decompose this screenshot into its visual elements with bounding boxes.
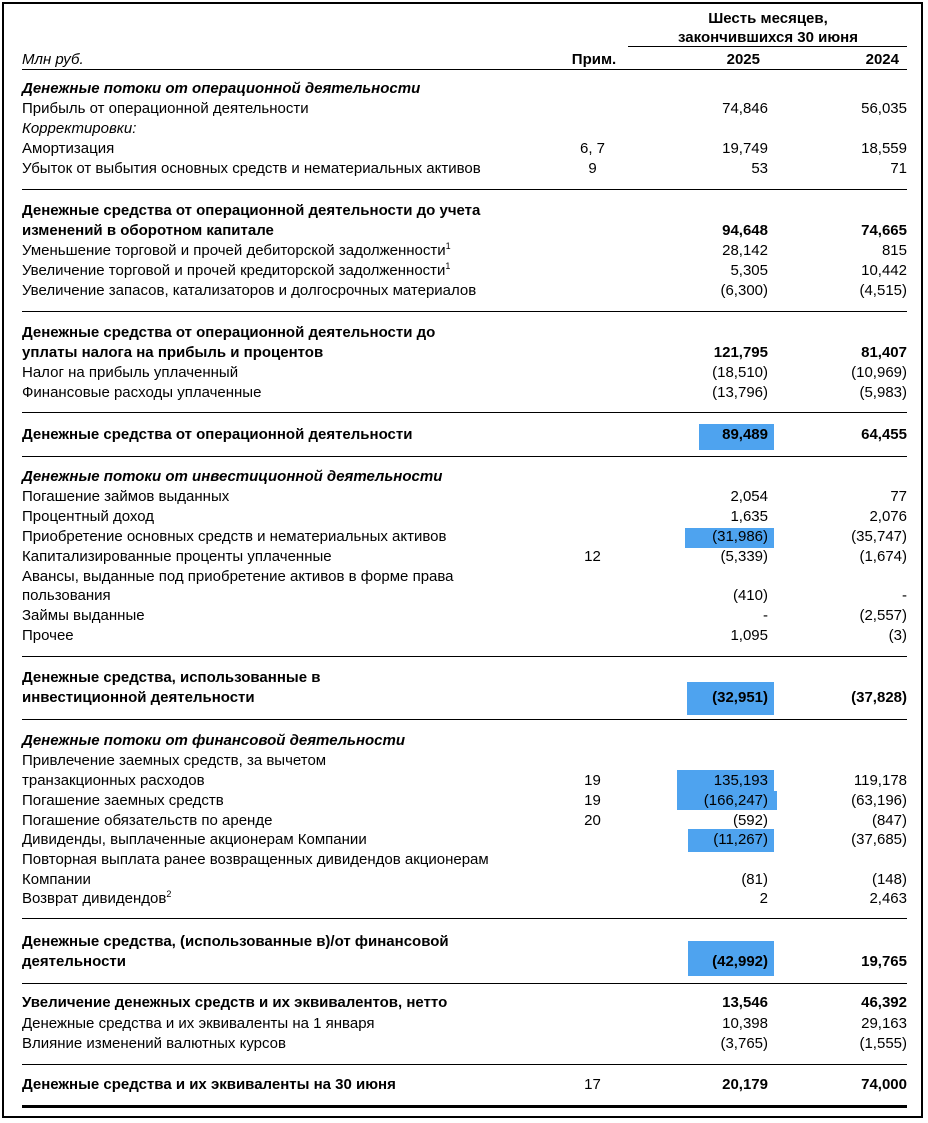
value-2024: 77 bbox=[890, 488, 907, 505]
footnote-marker: 2 bbox=[166, 889, 172, 899]
value-2024: 29,163 bbox=[861, 1015, 907, 1032]
row-label bbox=[22, 221, 274, 241]
row-label-text: Увеличение запасов, катализаторов и долгосрочных материалов bbox=[22, 282, 477, 299]
table-row bbox=[22, 567, 908, 587]
value-2024: 71 bbox=[890, 160, 907, 177]
section-separator bbox=[22, 311, 907, 312]
value-2025: (410) bbox=[732, 587, 768, 604]
row-label bbox=[22, 811, 272, 831]
value-2025: (6,300) bbox=[720, 282, 768, 299]
row-note-ref: 17 bbox=[584, 1076, 601, 1093]
table-row bbox=[22, 626, 908, 646]
value-2024: (37,828) bbox=[851, 689, 907, 706]
value-2025: 20,179 bbox=[722, 1076, 768, 1093]
section-separator bbox=[22, 1064, 907, 1065]
value-2025: (42,992) bbox=[712, 953, 768, 970]
row-label-text: Денежные потоки от инвестиционной деятельности bbox=[22, 468, 443, 485]
row-label-text: Увеличение торговой и прочей кредиторской задолженности bbox=[22, 262, 446, 279]
table-row bbox=[22, 201, 908, 221]
value-2024: (1,555) bbox=[859, 1035, 907, 1052]
row-label-text: Займы выданные bbox=[22, 607, 145, 624]
row-note-ref: 12 bbox=[584, 548, 601, 565]
value-2025: 10,398 bbox=[722, 1015, 768, 1032]
row-label-text: пользования bbox=[22, 587, 111, 604]
year-current-header: 2025 bbox=[726, 51, 760, 68]
row-label bbox=[22, 751, 326, 771]
row-label-text: Корректировки: bbox=[22, 120, 137, 137]
row-label bbox=[22, 139, 114, 159]
row-label bbox=[22, 889, 171, 909]
value-2024: 18,559 bbox=[861, 140, 907, 157]
row-label bbox=[22, 487, 229, 507]
value-2025: 2 bbox=[759, 890, 768, 907]
row-label bbox=[22, 606, 145, 626]
value-2025: (3,765) bbox=[720, 1035, 768, 1052]
row-label-text: Амортизация bbox=[22, 140, 115, 157]
section-separator bbox=[22, 412, 907, 413]
table-row bbox=[22, 830, 908, 850]
row-label-text: Возврат дивидендов bbox=[22, 890, 167, 907]
header-rule bbox=[22, 69, 907, 70]
row-label-text: Погашение займов выданных bbox=[22, 488, 230, 505]
table-row bbox=[22, 221, 908, 241]
value-2025: 89,489 bbox=[722, 426, 768, 443]
table-row bbox=[22, 425, 908, 445]
table-row bbox=[22, 363, 908, 383]
row-label bbox=[22, 323, 435, 343]
row-label bbox=[22, 932, 449, 952]
table-row bbox=[22, 1034, 908, 1054]
table-row bbox=[22, 606, 908, 626]
table-row bbox=[22, 1014, 908, 1034]
row-label bbox=[22, 870, 91, 890]
value-2024: (3) bbox=[888, 627, 907, 644]
value-2024: (148) bbox=[871, 871, 907, 888]
value-2024: 81,407 bbox=[861, 344, 907, 361]
row-label-text: Денежные средства, использованные в bbox=[22, 669, 321, 686]
value-2025: 135,193 bbox=[713, 772, 768, 789]
period-heading-line1: Шесть месяцев, bbox=[708, 10, 828, 27]
row-label-text: транзакционных расходов bbox=[22, 772, 205, 789]
table-row bbox=[22, 281, 908, 301]
value-2024: 2,463 bbox=[869, 890, 907, 907]
value-2024: 56,035 bbox=[861, 100, 907, 117]
row-label bbox=[22, 1014, 375, 1034]
value-2024: 119,178 bbox=[853, 772, 907, 789]
table-row bbox=[22, 731, 908, 751]
row-label-text: Убыток от выбытия основных средств и нематериальных активов bbox=[22, 160, 481, 177]
row-label bbox=[22, 626, 74, 646]
table-row bbox=[22, 1075, 908, 1095]
row-label-text: Привлечение заемных средств, за вычетом bbox=[22, 752, 327, 769]
row-label-text: Денежные средства и их эквиваленты на 1 января bbox=[22, 1015, 375, 1032]
row-label-text: Компании bbox=[22, 871, 91, 888]
table-row bbox=[22, 159, 908, 179]
row-label-text: Авансы, выданные под приобретение активов в форме права bbox=[22, 568, 454, 585]
table-row bbox=[22, 771, 908, 791]
table-row bbox=[22, 688, 908, 708]
row-note-ref: 19 bbox=[584, 792, 601, 809]
table-row bbox=[22, 751, 908, 771]
table-row bbox=[22, 952, 908, 972]
row-label-text: Денежные средства от операционной деятельности до учета bbox=[22, 202, 481, 219]
value-2024: - bbox=[902, 587, 907, 604]
row-label bbox=[22, 281, 476, 301]
row-label bbox=[22, 467, 442, 487]
row-label bbox=[22, 261, 450, 281]
footnote-marker: 1 bbox=[445, 241, 451, 251]
row-label-text: Денежные средства от операционной деятельности bbox=[22, 426, 413, 443]
row-note-ref: 19 bbox=[584, 772, 601, 789]
note-column-header: Прим. bbox=[571, 51, 617, 68]
row-label-text: Погашение обязательств по аренде bbox=[22, 812, 273, 829]
section-separator bbox=[22, 983, 907, 984]
value-2025: (592) bbox=[732, 812, 768, 829]
value-2024: 19,765 bbox=[861, 953, 907, 970]
row-label bbox=[22, 383, 261, 403]
table-row bbox=[22, 870, 908, 890]
section-separator bbox=[22, 918, 907, 919]
table-row bbox=[22, 119, 908, 139]
table-row bbox=[22, 79, 908, 99]
value-2025: 19,749 bbox=[722, 140, 768, 157]
row-label bbox=[22, 79, 420, 99]
table-row bbox=[22, 527, 908, 547]
row-label bbox=[22, 771, 205, 791]
table-row bbox=[22, 383, 908, 403]
row-label-text: Погашение заемных средств bbox=[22, 792, 224, 809]
value-2024: 815 bbox=[881, 242, 907, 259]
value-2025: 94,648 bbox=[722, 222, 768, 239]
row-label-text: Денежные потоки от финансовой деятельности bbox=[22, 732, 406, 749]
row-label-text: Финансовые расходы уплаченные bbox=[22, 384, 262, 401]
value-2025: 53 bbox=[751, 160, 768, 177]
row-label bbox=[22, 1075, 396, 1095]
table-row bbox=[22, 586, 908, 606]
value-2024: (4,515) bbox=[859, 282, 907, 299]
value-2024: (37,685) bbox=[851, 831, 907, 848]
year-prior-header: 2024 bbox=[865, 51, 899, 68]
table-row bbox=[22, 323, 908, 343]
row-label-text: Налог на прибыль уплаченный bbox=[22, 364, 239, 381]
value-2024: (2,557) bbox=[859, 607, 907, 624]
value-2025: 1,635 bbox=[730, 508, 768, 525]
row-label bbox=[22, 586, 111, 606]
row-label-text: Уменьшение торговой и прочей дебиторской задолженности bbox=[22, 242, 446, 259]
table-row bbox=[22, 99, 908, 119]
row-label bbox=[22, 688, 255, 708]
row-note-ref: 9 bbox=[588, 160, 597, 177]
value-2024: (5,983) bbox=[859, 384, 907, 401]
row-label bbox=[22, 731, 405, 751]
table-row bbox=[22, 487, 908, 507]
table-row bbox=[22, 850, 908, 870]
row-label-text: Влияние изменений валютных курсов bbox=[22, 1035, 286, 1052]
row-label-text: Денежные средства и их эквиваленты на 30 июня bbox=[22, 1076, 396, 1093]
row-label-text: инвестиционной деятельности bbox=[22, 689, 255, 706]
table-row bbox=[22, 241, 908, 261]
table-row bbox=[22, 343, 908, 363]
units-label: Млн руб. bbox=[22, 51, 84, 68]
row-label-text: Капитализированные проценты уплаченные bbox=[22, 548, 332, 565]
value-2025: (166,247) bbox=[703, 792, 768, 809]
row-label bbox=[22, 993, 447, 1013]
row-label-text: Прибыль от операционной деятельности bbox=[22, 100, 309, 117]
value-2024: (847) bbox=[871, 812, 907, 829]
row-label bbox=[22, 99, 309, 119]
row-label bbox=[22, 119, 136, 139]
row-label bbox=[22, 850, 489, 870]
footnote-marker: 1 bbox=[445, 261, 451, 271]
value-2025: (31,986) bbox=[712, 528, 768, 545]
row-label bbox=[22, 159, 481, 179]
row-label bbox=[22, 343, 323, 363]
value-2025: 28,142 bbox=[722, 242, 768, 259]
table-row bbox=[22, 932, 908, 952]
value-2024: (35,747) bbox=[851, 528, 907, 545]
table-row bbox=[22, 811, 908, 831]
value-2025: 121,795 bbox=[713, 344, 768, 361]
row-label bbox=[22, 567, 454, 587]
value-2024: (1,674) bbox=[859, 548, 907, 565]
table-row bbox=[22, 791, 908, 811]
row-label-text: Процентный доход bbox=[22, 508, 155, 525]
row-label bbox=[22, 425, 412, 445]
value-2025: (81) bbox=[741, 871, 768, 888]
value-2025: 1,095 bbox=[730, 627, 768, 644]
value-2024: (10,969) bbox=[851, 364, 907, 381]
table-row bbox=[22, 467, 908, 487]
bottom-rule bbox=[22, 1105, 907, 1108]
table-row bbox=[22, 507, 908, 527]
row-label-text: Увеличение денежных средств и их эквивалентов, нетто bbox=[22, 994, 448, 1011]
value-2024: 64,455 bbox=[861, 426, 907, 443]
row-label-text: Повторная выплата ранее возвращенных дивидендов акционерам bbox=[22, 851, 489, 868]
row-note-ref: 6, 7 bbox=[579, 140, 606, 157]
row-label bbox=[22, 547, 332, 567]
value-2025: - bbox=[763, 607, 768, 624]
value-2024: 74,000 bbox=[861, 1076, 907, 1093]
value-2024: 74,665 bbox=[861, 222, 907, 239]
section-separator bbox=[22, 719, 907, 720]
value-2024: 2,076 bbox=[869, 508, 907, 525]
section-separator bbox=[22, 189, 907, 190]
value-2024: (63,196) bbox=[851, 792, 907, 809]
table-row bbox=[22, 668, 908, 688]
row-label bbox=[22, 527, 446, 547]
value-2024: 46,392 bbox=[861, 994, 907, 1011]
row-label-text: изменений в оборотном капитале bbox=[22, 222, 274, 239]
row-label bbox=[22, 1034, 286, 1054]
value-2025: (13,796) bbox=[712, 384, 768, 401]
row-label-text: Денежные потоки от операционной деятельности bbox=[22, 80, 421, 97]
row-label bbox=[22, 241, 451, 261]
row-label-text: деятельности bbox=[22, 953, 126, 970]
table-row bbox=[22, 889, 908, 909]
period-underline bbox=[628, 46, 907, 47]
row-label-text: Денежные средства от операционной деятельности до bbox=[22, 324, 436, 341]
value-2025: (5,339) bbox=[720, 548, 768, 565]
row-label-text: Денежные средства, (использованные в)/от финансовой bbox=[22, 933, 449, 950]
value-2025: 74,846 bbox=[722, 100, 768, 117]
row-label bbox=[22, 201, 480, 221]
row-label bbox=[22, 830, 367, 850]
value-2025: 2,054 bbox=[730, 488, 768, 505]
row-label-text: Прочее bbox=[22, 627, 74, 644]
row-label bbox=[22, 507, 154, 527]
row-label bbox=[22, 791, 224, 811]
table-row bbox=[22, 139, 908, 159]
row-label bbox=[22, 952, 126, 972]
section-separator bbox=[22, 456, 907, 457]
row-label-text: Приобретение основных средств и нематериальных активов bbox=[22, 528, 447, 545]
table-row bbox=[22, 547, 908, 567]
period-heading-line2: закончившихся 30 июня bbox=[678, 29, 858, 46]
row-label-text: Дивиденды, выплаченные акционерам Компании bbox=[22, 831, 367, 848]
value-2025: 5,305 bbox=[730, 262, 768, 279]
value-2025: (32,951) bbox=[712, 689, 768, 706]
row-note-ref: 20 bbox=[584, 812, 601, 829]
value-2025: (18,510) bbox=[712, 364, 768, 381]
row-label-text: уплаты налога на прибыль и процентов bbox=[22, 344, 324, 361]
table-row bbox=[22, 993, 908, 1013]
table-row bbox=[22, 261, 908, 281]
row-label bbox=[22, 668, 320, 688]
value-2025: (11,267) bbox=[713, 831, 768, 848]
section-separator bbox=[22, 656, 907, 657]
value-2024: 10,442 bbox=[861, 262, 907, 279]
row-label bbox=[22, 363, 238, 383]
value-2025: 13,546 bbox=[722, 994, 768, 1011]
